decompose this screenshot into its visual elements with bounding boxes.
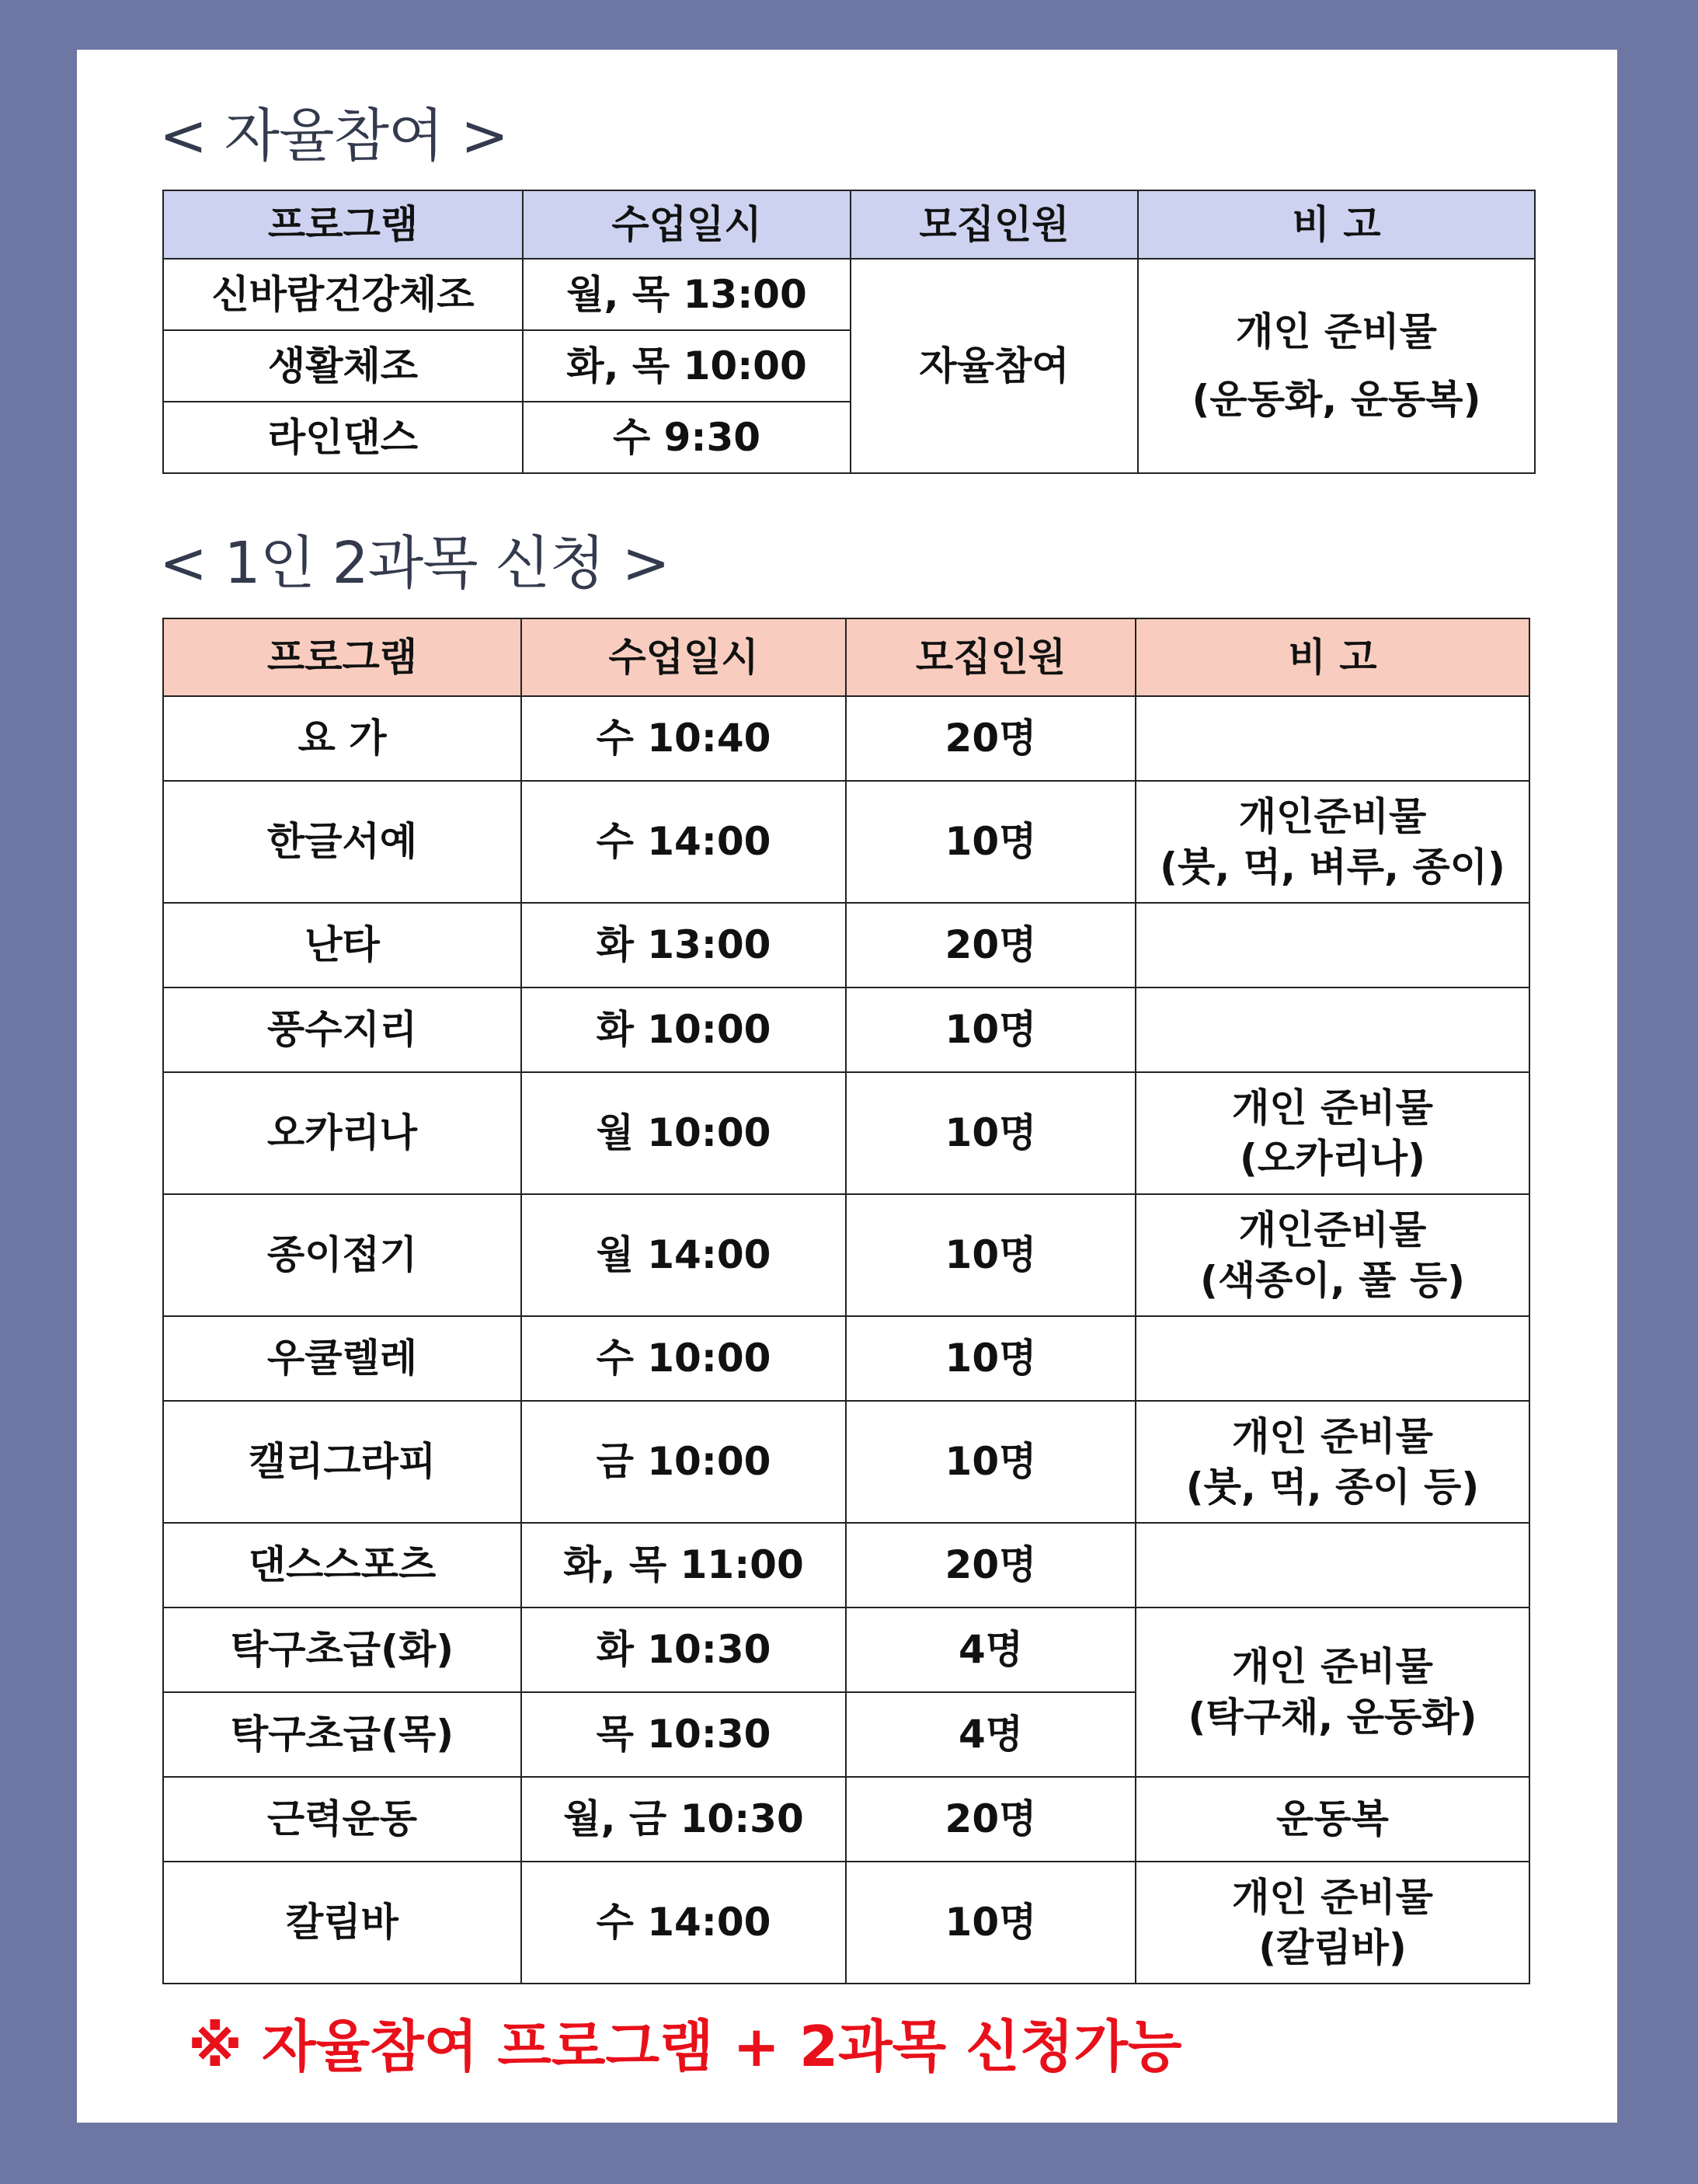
header-capacity: 모집인원 — [851, 190, 1138, 259]
table-row — [163, 1523, 1529, 1608]
remark-line-2: (붓, 먹, 벼루, 종이) — [1160, 844, 1505, 890]
program-cell: 근력운동 — [163, 1777, 521, 1862]
table-row — [163, 903, 1529, 988]
capacity-cell: 4명 — [846, 1608, 1136, 1692]
remark-line-2: (색종이, 풀 등) — [1199, 1257, 1465, 1303]
capacity-cell: 20명 — [846, 1777, 1136, 1862]
header-time: 수업일시 — [521, 618, 846, 696]
program-cell: 탁구초급(화) — [163, 1608, 521, 1692]
capacity-cell: 20명 — [846, 903, 1136, 988]
program-cell: 난타 — [163, 903, 521, 988]
program-cell: 생활체조 — [163, 330, 523, 402]
remark-line-1: 개인 준비물 — [1236, 309, 1437, 354]
program-cell: 한글서예 — [163, 781, 521, 903]
table-row — [163, 1194, 1529, 1316]
remark-cell — [1136, 903, 1529, 988]
table-row — [163, 1316, 1529, 1401]
time-cell: 월 10:00 — [521, 1072, 846, 1194]
remark-cell — [1138, 259, 1535, 473]
table-row — [163, 1401, 1529, 1523]
time-cell: 목 10:30 — [521, 1692, 846, 1777]
capacity-cell: 10명 — [846, 1401, 1136, 1523]
remark-cell — [1136, 1194, 1529, 1316]
footer-note: ※ 자율참여 프로그램 + 2과목 신청가능 — [188, 2014, 1182, 2079]
remark-cell — [1136, 781, 1529, 903]
table-row — [163, 1862, 1529, 1984]
remark-cell — [1136, 988, 1529, 1072]
program-cell: 칼림바 — [163, 1862, 521, 1984]
program-cell: 종이접기 — [163, 1194, 521, 1316]
remark-line-2: (붓, 먹, 종이 등) — [1185, 1464, 1480, 1510]
remark-line-2: (탁구채, 운동화) — [1188, 1695, 1477, 1740]
remark-line-1: 개인 준비물 — [1232, 1644, 1433, 1689]
remark-cell — [1136, 1608, 1529, 1777]
header-remark: 비 고 — [1136, 618, 1529, 696]
remark-line-1: 개인 준비물 — [1232, 1413, 1433, 1459]
capacity-cell: 10명 — [846, 988, 1136, 1072]
remark-line-1: 개인준비물 — [1238, 1207, 1427, 1252]
remark-cell: 운동복 — [1136, 1777, 1529, 1862]
header-time: 수업일시 — [523, 190, 851, 259]
capacity-cell: 10명 — [846, 1194, 1136, 1316]
header-program: 프로그램 — [163, 618, 521, 696]
time-cell: 월, 금 10:30 — [521, 1777, 846, 1862]
remark-line-1: 개인준비물 — [1238, 793, 1427, 839]
remark-cell — [1136, 1401, 1529, 1523]
capacity-cell: 20명 — [846, 1523, 1136, 1608]
remark-line-2: (칼림바) — [1258, 1924, 1407, 1970]
time-cell: 금 10:00 — [521, 1401, 846, 1523]
time-cell: 수 10:40 — [521, 696, 846, 781]
time-cell: 화, 목 10:00 — [523, 330, 851, 402]
remark-line-2: (운동화, 운동복) — [1192, 377, 1481, 422]
header-program: 프로그램 — [163, 190, 523, 259]
capacity-cell: 자율참여 — [851, 259, 1138, 473]
section-title-two-courses: < 1인 2과목 신청 > — [159, 530, 670, 597]
program-cell: 요 가 — [163, 696, 521, 781]
remark-cell — [1136, 1316, 1529, 1401]
time-cell: 수 10:00 — [521, 1316, 846, 1401]
time-cell: 수 14:00 — [521, 781, 846, 903]
header-capacity: 모집인원 — [846, 618, 1136, 696]
capacity-cell: 10명 — [846, 781, 1136, 903]
remark-cell — [1136, 1862, 1529, 1984]
remark-line-2: (오카리나) — [1240, 1135, 1425, 1181]
header-remark: 비 고 — [1138, 190, 1535, 259]
time-cell: 화, 목 11:00 — [521, 1523, 846, 1608]
self-participation-table — [162, 190, 1536, 474]
program-cell: 탁구초급(목) — [163, 1692, 521, 1777]
capacity-cell: 10명 — [846, 1862, 1136, 1984]
remark-line-1: 개인 준비물 — [1232, 1085, 1433, 1130]
program-cell: 풍수지리 — [163, 988, 521, 1072]
remark-line-1: 개인 준비물 — [1232, 1874, 1433, 1920]
time-cell: 수 9:30 — [523, 402, 851, 473]
table-header-row — [163, 190, 1535, 259]
section-title-self-participation: < 자율참여 > — [159, 103, 508, 169]
time-cell: 월 14:00 — [521, 1194, 846, 1316]
table-row — [163, 1072, 1529, 1194]
time-cell: 화 10:30 — [521, 1608, 846, 1692]
time-cell: 수 14:00 — [521, 1862, 846, 1984]
time-cell: 화 13:00 — [521, 903, 846, 988]
table-row — [163, 1608, 1529, 1692]
program-cell: 댄스스포츠 — [163, 1523, 521, 1608]
table-header-row — [163, 618, 1529, 696]
program-cell: 우쿨렐레 — [163, 1316, 521, 1401]
two-course-table — [162, 618, 1530, 1984]
remark-cell — [1136, 1072, 1529, 1194]
schedule-page — [77, 50, 1617, 2123]
program-cell: 라인댄스 — [163, 402, 523, 473]
program-cell: 신바람건강체조 — [163, 259, 523, 330]
remark-cell — [1136, 1523, 1529, 1608]
time-cell: 월, 목 13:00 — [523, 259, 851, 330]
capacity-cell: 10명 — [846, 1316, 1136, 1401]
table-row — [163, 259, 1535, 330]
program-cell: 오카리나 — [163, 1072, 521, 1194]
remark-cell — [1136, 696, 1529, 781]
capacity-cell: 10명 — [846, 1072, 1136, 1194]
table-row — [163, 781, 1529, 903]
time-cell: 화 10:00 — [521, 988, 846, 1072]
table-row — [163, 696, 1529, 781]
capacity-cell: 20명 — [846, 696, 1136, 781]
table-row — [163, 1777, 1529, 1862]
program-cell: 캘리그라피 — [163, 1401, 521, 1523]
capacity-cell: 4명 — [846, 1692, 1136, 1777]
table-row — [163, 988, 1529, 1072]
